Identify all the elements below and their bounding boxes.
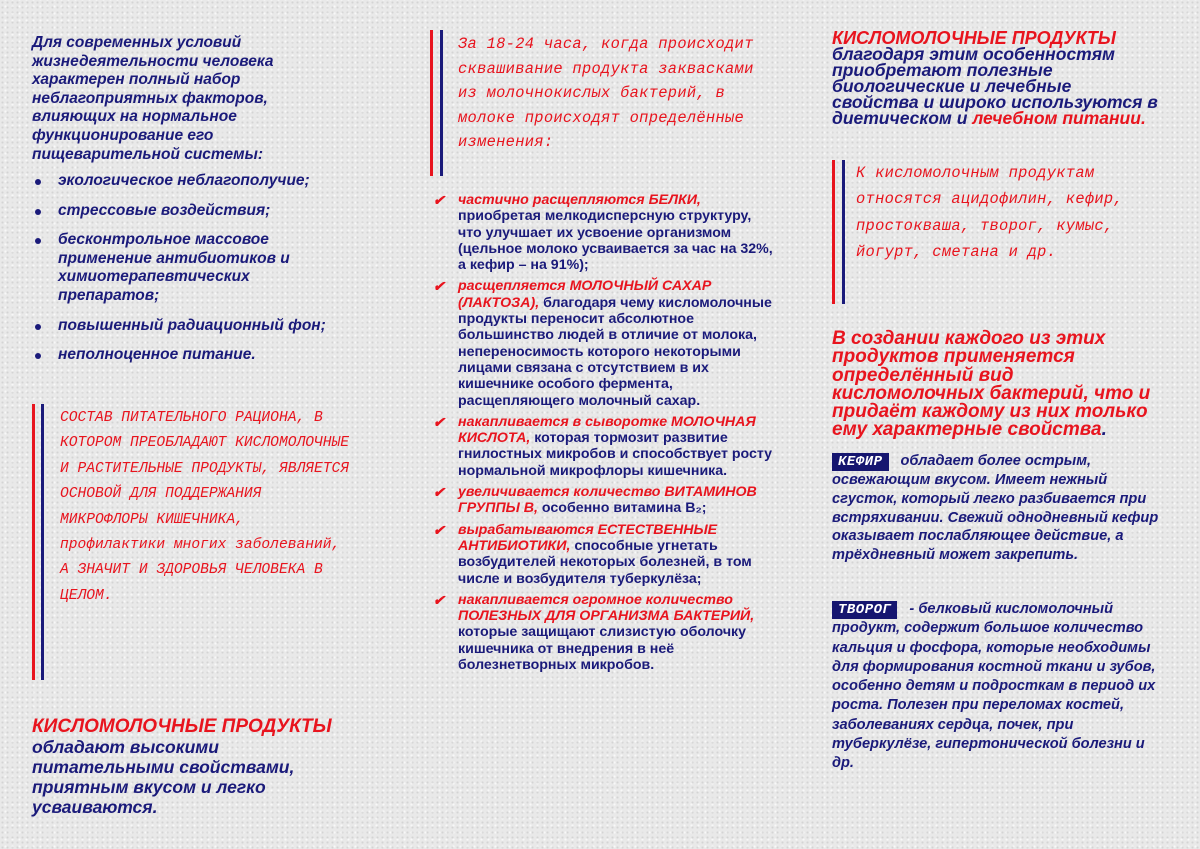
bullet-icon <box>35 324 41 330</box>
kefir-paragraph <box>832 452 1162 565</box>
list-item: ✔ расщепляется МОЛОЧНЫЙ САХАР (ЛАКТОЗА), благодаря чему кисломолочные продукты переносит абсолютное большинство людей в отличие от молока, непереносимость которого некоторыми лицами связана с отсутствием в их кишечнике особого фермента, расщепляющего молочный сахар. <box>433 278 772 409</box>
navy-bar <box>41 404 44 680</box>
bullet-icon <box>35 209 41 215</box>
list-item: ✔ накапливается огромное количество ПОЛЕЗНЫХ ДЛЯ ОРГАНИЗМА БАКТЕРИЙ, которые защищают слизистую оболочку кишечника от внедрения в неё болезнетворных микробов. <box>433 591 755 674</box>
list-item: бесконтрольное массовое применение антибиотиков и химиотерапевтических препаратов; <box>32 231 332 305</box>
tvorog-label: ТВОРОГ <box>832 601 897 619</box>
list-item: повышенный радиационный фон; <box>32 317 332 336</box>
red-bar <box>32 404 35 680</box>
kefir-text: обладает более острым, освежающим вкусом. Имеет нежный сгусток, который легко разбивается при встряхивании. Свежий однодневный кефир оказывает послабляющее действие, а трёхдневный может закрепить. <box>832 453 1159 564</box>
callout-text: СОСТАВ ПИТАТЕЛЬНОГО РАЦИОНА, В КОТОРОМ ПРЕОБЛАДАЮТ КИСЛОМОЛОЧНЫЕ И РАСТИТЕЛЬНЫЕ ПРОДУКТЫ, ЯВЛЯЕТСЯ ОСНОВОЙ ДЛЯ ПОДДЕРЖАНИЯ МИКРОФЛОРЫ КИШЕЧНИКА, профилактики многих заболеваний, А ЗНАЧИТ И ЗДОРОВЬЯ ЧЕЛОВЕКА В ЦЕЛОМ. <box>60 410 350 604</box>
bottom-summary <box>32 717 362 817</box>
bullet-icon <box>35 353 41 359</box>
list-item: ✔ накапливается в сыворотке МОЛОЧНАЯ КИСЛОТА, которая тормозит развитие гнилостных микробов и способствует росту нормальной микрофлоры кишечника. <box>433 413 773 479</box>
red-bar <box>832 160 835 304</box>
list-item: неполноценное питание. <box>32 346 332 365</box>
heading-title: КИСЛОМОЛОЧНЫЕ ПРОДУКТЫ <box>832 28 1116 48</box>
red-bar <box>430 30 433 176</box>
checkmark-icon: ✔ <box>433 484 445 501</box>
list-item: ✔ увеличивается количество ВИТАМИНОВ ГРУППЫ В, особенно витамина В₂; <box>433 484 757 517</box>
summary-heading: КИСЛОМОЛОЧНЫЕ ПРОДУКТЫ <box>32 716 332 737</box>
list-item: стрессовые воздействия; <box>32 202 332 221</box>
tvorog-paragraph <box>832 600 1162 774</box>
checkmark-icon: ✔ <box>433 192 445 208</box>
checkmark-icon: ✔ <box>433 278 445 295</box>
callout-text: За 18-24 часа, когда происходит сквашивание продукта заквасками из молочнокислых бактерий, в молоке происходят определённые изменения: <box>458 35 754 151</box>
navy-bar <box>842 160 845 304</box>
list-item: ✔ частично расщепляются БЕЛКИ, приобретая мелкодисперсную структуру, что улучшает их усвоение организмом (цельное молоко усваивается за час на 32%, а кефир – на 91%); <box>433 192 773 274</box>
kefir-label: КЕФИР <box>832 453 889 471</box>
fermentation-callout <box>430 30 780 176</box>
checkmark-icon: ✔ <box>433 521 445 538</box>
changes-list <box>430 192 775 678</box>
list-item: ✔ вырабатываются ЕСТЕСТВЕННЫЕ АНТИБИОТИКИ, способные угнетать возбудителей некоторых болезней, в том числе и возбудителя туберкулёза; <box>433 521 752 587</box>
heading-text-end: лечебном питании. <box>972 108 1146 128</box>
properties-heading <box>832 30 1162 126</box>
list-item: экологическое неблагополучие; <box>32 172 332 191</box>
callout-text: К кисломолочным продуктам относятся ацидофилин, кефир, простокваша, творог, кумыс, йогурт, сметана и др. <box>856 164 1124 262</box>
intro-paragraph: Для современных условий жизнедеятельности человека характерен полный набор неблагоприятных факторов, влияющих на нормальное функционирование его пищеварительной системы: <box>32 34 274 163</box>
checkmark-icon: ✔ <box>433 413 445 430</box>
bullet-icon <box>35 238 41 244</box>
heading-text: благодаря этим особенностям приобретают полезные биологические и лечебные свойства и широко используются в диетическом и <box>832 44 1158 128</box>
diet-callout <box>32 404 352 680</box>
factors-list <box>32 172 332 376</box>
bacteria-paragraph: В создании каждого из этих продуктов применяется определённый вид кисломолочных бактерий, что и придаёт каждому из них только ему характерные свойства. <box>832 328 1151 441</box>
bullet-icon <box>35 179 41 185</box>
checkmark-icon: ✔ <box>433 591 445 608</box>
products-callout <box>832 160 1152 304</box>
navy-bar <box>440 30 443 176</box>
summary-text: обладают высокими питательными свойствами, приятным вкусом и легко усваиваются. <box>32 737 295 817</box>
tvorog-text: - белковый кисломолочный продукт, содержит большое количество кальция и фосфора, которые необходимы для формирования костной ткани и зубов, особенно детям и подросткам в период их роста. Полезен при переломах костей, заболеваниях сердца, почек, при туберкулёзе, гипертонической болезни и др. <box>832 601 1156 772</box>
